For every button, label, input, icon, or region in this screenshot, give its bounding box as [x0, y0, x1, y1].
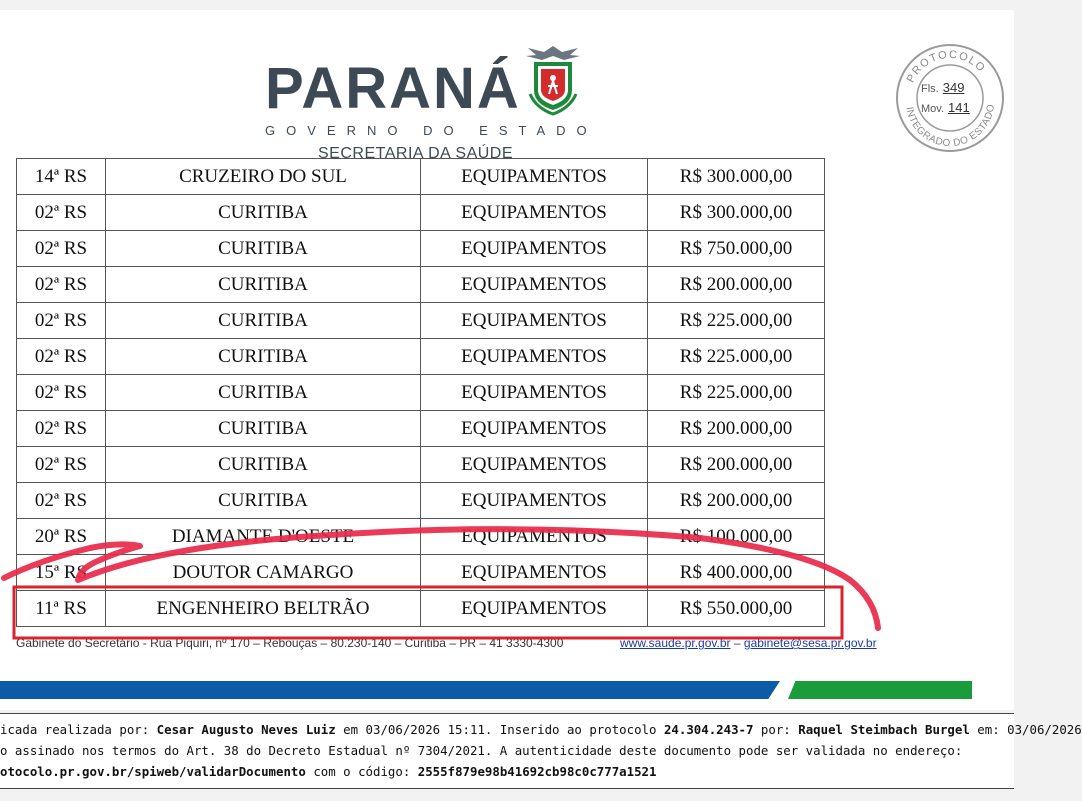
sig-text: icada realizada por:: [0, 722, 157, 737]
table-row: [17, 231, 825, 267]
municipality-cell: CURITIBA: [106, 411, 421, 447]
rs-cell: 02ª RS: [17, 447, 106, 483]
type-cell: EQUIPAMENTOS: [421, 483, 648, 519]
protocol-number: 24.304.243-7: [663, 722, 754, 737]
rs-cell: 15ª RS: [17, 555, 106, 591]
amount-cell: R$ 750.000,00: [648, 231, 825, 267]
type-cell: EQUIPAMENTOS: [421, 555, 648, 591]
rs-cell: 20ª RS: [17, 519, 106, 555]
type-cell: EQUIPAMENTOS: [421, 447, 648, 483]
amount-cell: R$ 400.000,00: [648, 555, 825, 591]
digital-signature-box: [0, 713, 1082, 789]
table-row: [17, 447, 825, 483]
footer-address: Gabinete do Secretário - Rua Piquiri, nº 170 – Rebouças – 80.230-140 – Curitiba – PR – 41 3330-4300: [16, 636, 564, 650]
table-row: [17, 591, 825, 627]
table-row: [17, 555, 825, 591]
municipality-cell: CURITIBA: [106, 303, 421, 339]
type-cell: EQUIPAMENTOS: [421, 339, 648, 375]
amount-cell: R$ 225.000,00: [648, 339, 825, 375]
municipality-cell: CURITIBA: [106, 267, 421, 303]
signature-line-2: o assinado nos termos do Art. 38 do Decreto Estadual nº 7304/2021. A autenticidade deste documento pode ser validada no endereço:: [0, 743, 963, 758]
footer-blue-bar: [0, 681, 780, 699]
table-row: [17, 339, 825, 375]
type-cell: EQUIPAMENTOS: [421, 591, 648, 627]
rs-cell: 11ª RS: [17, 591, 106, 627]
rs-cell: 02ª RS: [17, 195, 106, 231]
stamp-mov: [921, 100, 970, 115]
funding-table: [16, 158, 825, 627]
rs-cell: 02ª RS: [17, 411, 106, 447]
amount-cell: R$ 550.000,00: [648, 591, 825, 627]
municipality-cell: CURITIBA: [106, 483, 421, 519]
signature-line-1: [0, 722, 1082, 737]
type-cell: EQUIPAMENTOS: [421, 519, 648, 555]
inserter-name: Raquel Steimbach Burgel: [798, 722, 970, 737]
rs-cell: 14ª RS: [17, 159, 106, 195]
rs-cell: 02ª RS: [17, 267, 106, 303]
stamp-mov-value: 141: [948, 100, 970, 115]
table-row: [17, 483, 825, 519]
footer-green-bar: [788, 681, 972, 699]
footer-separator: –: [733, 636, 741, 650]
municipality-cell: DIAMANTE D'OESTE: [106, 519, 421, 555]
amount-cell: R$ 225.000,00: [648, 303, 825, 339]
type-cell: EQUIPAMENTOS: [421, 267, 648, 303]
amount-cell: R$ 200.000,00: [648, 483, 825, 519]
municipality-cell: CURITIBA: [106, 375, 421, 411]
validation-url[interactable]: otocolo.pr.gov.br/spiweb/validarDocumento: [0, 764, 306, 779]
rs-cell: 02ª RS: [17, 303, 106, 339]
signature-line-3: [0, 764, 656, 779]
stamp-mov-label: Mov.: [921, 103, 945, 115]
type-cell: EQUIPAMENTOS: [421, 231, 648, 267]
government-subtitle: GOVERNO DO ESTADO: [265, 123, 598, 138]
stamp-fls-label: Fls.: [921, 83, 939, 95]
amount-cell: R$ 300.000,00: [648, 195, 825, 231]
type-cell: EQUIPAMENTOS: [421, 411, 648, 447]
validation-code: 2555f879e98b41692cb98c0c777a1521: [417, 764, 657, 779]
amount-cell: R$ 300.000,00: [648, 159, 825, 195]
state-name: PARANÁ: [265, 56, 521, 121]
table-row: [17, 195, 825, 231]
municipality-cell: CURITIBA: [106, 195, 421, 231]
type-cell: EQUIPAMENTOS: [421, 159, 648, 195]
amount-cell: R$ 100.000,00: [648, 519, 825, 555]
rs-cell: 02ª RS: [17, 375, 106, 411]
table-row: [17, 375, 825, 411]
signer-name: Cesar Augusto Neves Luiz: [156, 722, 336, 737]
sig-text: com o código:: [305, 764, 418, 779]
stamp-bottom-text: INTEGRADO DO ESTADO: [903, 103, 998, 150]
footer-site-link[interactable]: www.saude.pr.gov.br: [620, 636, 731, 650]
municipality-cell: CRUZEIRO DO SUL: [106, 159, 421, 195]
state-coat-of-arms-icon: [522, 42, 584, 117]
rs-cell: 02ª RS: [17, 231, 106, 267]
municipality-cell: CURITIBA: [106, 339, 421, 375]
table-row: [17, 303, 825, 339]
type-cell: EQUIPAMENTOS: [421, 375, 648, 411]
type-cell: EQUIPAMENTOS: [421, 195, 648, 231]
sig-text: em 03/06/2026 15:11. Inserido ao protocolo: [335, 722, 664, 737]
footer-email-link[interactable]: gabinete@sesa.pr.gov.br: [743, 636, 877, 650]
footer-links: [620, 636, 877, 650]
sig-text: por:: [753, 722, 799, 737]
amount-cell: R$ 200.000,00: [648, 267, 825, 303]
stamp-title: PROTOCOLO: [904, 48, 988, 85]
protocol-stamp: [894, 42, 1006, 154]
municipality-cell: ENGENHEIRO BELTRÃO: [106, 591, 421, 627]
amount-cell: R$ 225.000,00: [648, 375, 825, 411]
table-row: [17, 159, 825, 195]
table-row: [17, 519, 825, 555]
municipality-cell: CURITIBA: [106, 447, 421, 483]
amount-cell: R$ 200.000,00: [648, 411, 825, 447]
amount-cell: R$ 200.000,00: [648, 447, 825, 483]
rs-cell: 02ª RS: [17, 483, 106, 519]
table-row: [17, 267, 825, 303]
department-name: SECRETARIA DA SAÚDE: [318, 145, 514, 162]
type-cell: EQUIPAMENTOS: [421, 303, 648, 339]
municipality-cell: DOUTOR CAMARGO: [106, 555, 421, 591]
rs-cell: 02ª RS: [17, 339, 106, 375]
table-row: [17, 411, 825, 447]
stamp-fls: [921, 80, 964, 95]
municipality-cell: CURITIBA: [106, 231, 421, 267]
sig-text: em: 03/06/2026: [969, 722, 1082, 737]
stamp-fls-value: 349: [942, 80, 965, 95]
